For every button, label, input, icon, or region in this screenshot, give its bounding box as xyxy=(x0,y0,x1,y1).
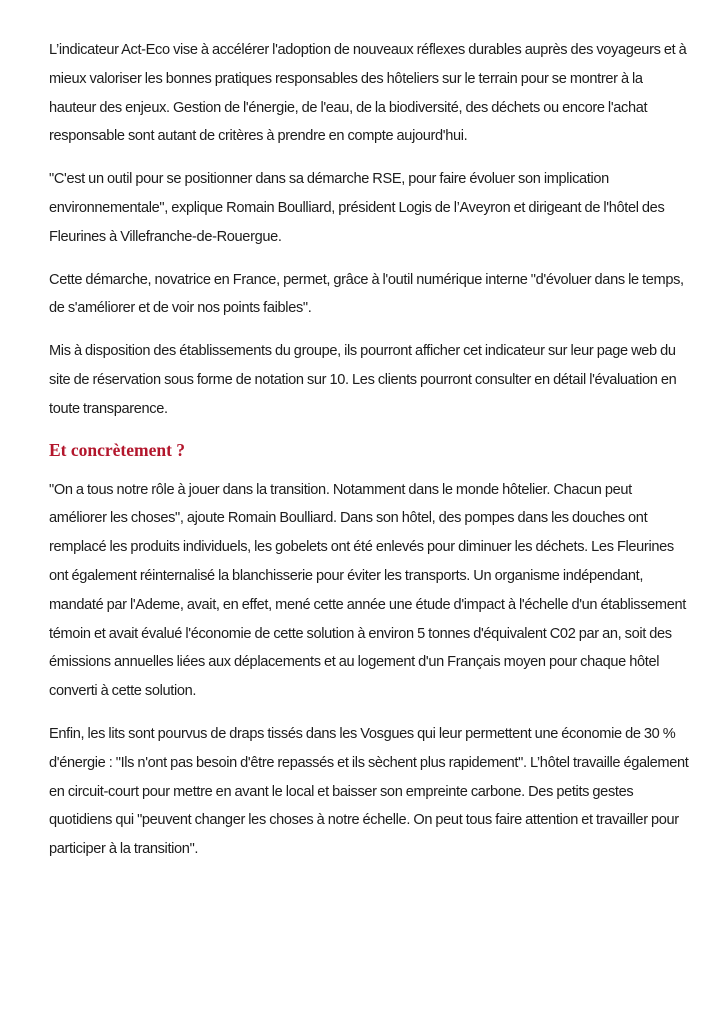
paragraph-rating-display: Mis à disposition des établissements du groupe, ils pourront afficher cet indicateur sur leur page web du site de réservation sous forme de notation sur 10. Les clients pourront consulter en détail l'évaluation en toute transparence. xyxy=(49,343,677,417)
paragraph-sheets-energy: Enfin, les lits sont pourvus de draps tissés dans les Vosgues qui leur permettent une économie de 30 % d'énergie : "Ils n'ont pas besoin d'être repassés et ils sèchent plus rapidement". L’hôtel travaille également en circuit-court pour mettre en avant le local et baisser son empreinte carbone. Des petits gestes quotidiens qui "peuvent changer les choses à notre échelle. On peut tous faire attention et travailler pour participer à la transition". xyxy=(49,725,689,858)
paragraph-quote-boulliard: "C'est un outil pour se positionner dans sa démarche RSE, pour faire évoluer son implication environnementale", explique Romain Boulliard, président Logis de l’Aveyron et dirigeant de l'hôtel des Fleurines à Villefranche-de-Rouergue. xyxy=(49,171,665,245)
paragraph-hotel-practices: "On a tous notre rôle à jouer dans la transition. Notamment dans le monde hôtelier. Chacun peut améliorer les choses", ajoute Romain Boulliard. Dans son hôtel, des pompes dans les douches ont remplacé les produits individuels, les gobelets ont été enlevés pour diminuer les déchets. Les Fleurines ont également réinternalisé la blanchisserie pour éviter les transports. Un organisme indépendant, mandaté par l'Ademe, avait, en effet, mené cette année une étude d'impact à l'échelle d'un établissement témoin et avait évalué l'économie de cette solution à environ 5 tonnes d'équivalent C02 par an, soit des émissions annuelles liées aux déplacements et au logement d'un Français moyen pour chaque hôtel converti à cette solution. xyxy=(49,481,686,700)
section-heading: Et concrètement ? xyxy=(49,439,186,460)
paragraph-act-eco-intro: L’indicateur Act-Eco vise à accélérer l'adoption de nouveaux réflexes durables auprès des voyageurs et à mieux valoriser les bonnes pratiques responsables des hôteliers sur le terrain pour se montrer à la hauteur des enjeux. Gestion de l'énergie, de l'eau, de la biodiversité, des déchets ou encore l'achat responsable sont autant de critères à prendre en compte aujourd'hui. xyxy=(49,42,687,145)
article-body xyxy=(49,36,689,878)
paragraph-digital-tool: Cette démarche, novatrice en France, permet, grâce à l'outil numérique interne "d'évoluer dans le temps, de s'améliorer et de voir nos points faibles". xyxy=(49,271,684,317)
